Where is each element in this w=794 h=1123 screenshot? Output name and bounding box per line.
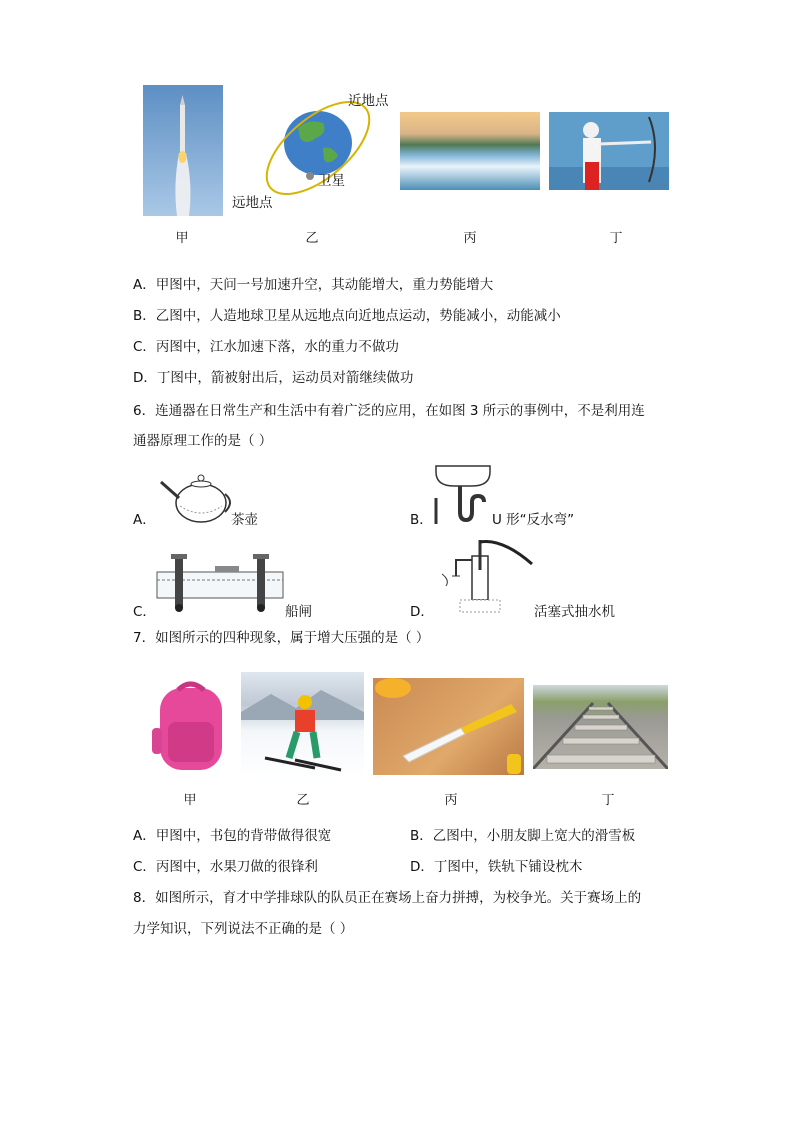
- q6-stem-line1: 6．连通器在日常生产和生活中有着广泛的应用，在如图 3 所示的事例中，不是利用连: [133, 403, 645, 419]
- satellite-orbit-diagram: [228, 88, 398, 213]
- q7-option-a: A．甲图中，书包的背带做得很宽: [133, 828, 332, 844]
- railway-sleepers-image: [533, 685, 668, 769]
- near-point-label: 近地点: [348, 93, 389, 109]
- child-skier-image: [241, 672, 364, 780]
- ship-lock-illustration: [155, 550, 285, 614]
- q5-option-d: D．丁图中，箭被射出后，运动员对箭继续做功: [133, 370, 414, 386]
- q7-option-d: D．丁图中，铁轨下铺设枕木: [410, 859, 583, 875]
- q5-option-b: B．乙图中，人造地球卫星从远地点向近地点运动，势能减小，动能减小: [133, 308, 561, 324]
- q7-caption-ding: 丁: [601, 793, 615, 808]
- backpack-image: [148, 678, 233, 773]
- q7-stem: 7．如图所示的四种现象，属于增大压强的是（ ）: [133, 630, 430, 646]
- q5-caption-bing: 丙: [463, 231, 477, 246]
- rocket-launch-image: [143, 85, 223, 216]
- q6-stem-line2: 通器原理工作的是（ ）: [133, 433, 273, 449]
- q7-option-b: B．乙图中，小朋友脚上宽大的滑雪板: [410, 828, 636, 844]
- q8-stem-line2: 力学知识，下列说法不正确的是（ ）: [133, 921, 354, 937]
- satellite-label: 卫星: [318, 173, 345, 189]
- far-point-label: 远地点: [232, 195, 273, 211]
- q5-option-c: C．丙图中，江水加速下落，水的重力不做功: [133, 339, 399, 355]
- archer-image: [549, 112, 669, 190]
- river-waterfall-image: [400, 112, 540, 190]
- q7-option-c: C．丙图中，水果刀做的很锋利: [133, 859, 318, 875]
- q6-option-d-label: 活塞式抽水机: [534, 604, 615, 620]
- teapot-illustration: [155, 468, 235, 526]
- q7-caption-bing: 丙: [444, 793, 458, 808]
- q6-option-d-letter: D．: [410, 604, 434, 620]
- fruit-knife-image: [373, 678, 524, 775]
- q6-option-c-label: 船闸: [285, 604, 312, 620]
- q6-option-c-letter: C．: [133, 604, 156, 620]
- u-bend-illustration: [432, 462, 494, 526]
- q7-caption-jia: 甲: [183, 793, 197, 808]
- q6-option-a-letter: A．: [133, 512, 156, 528]
- q6-option-b-letter: B．: [410, 512, 433, 528]
- q8-stem-line1: 8．如图所示，育才中学排球队的队员正在赛场上奋力拼搏，为校争光。关于赛场上的: [133, 890, 642, 906]
- piston-pump-illustration: [432, 536, 536, 618]
- q5-option-a: A．甲图中，天问一号加速升空，其动能增大，重力势能增大: [133, 277, 494, 293]
- q5-caption-ding: 丁: [609, 231, 623, 246]
- q5-caption-jia: 甲: [175, 231, 189, 246]
- q6-option-b-label: U 形“反水弯”: [492, 512, 575, 528]
- q7-caption-yi: 乙: [296, 793, 310, 808]
- q6-option-a-label: 茶壶: [231, 512, 258, 528]
- q5-caption-yi: 乙: [305, 231, 319, 246]
